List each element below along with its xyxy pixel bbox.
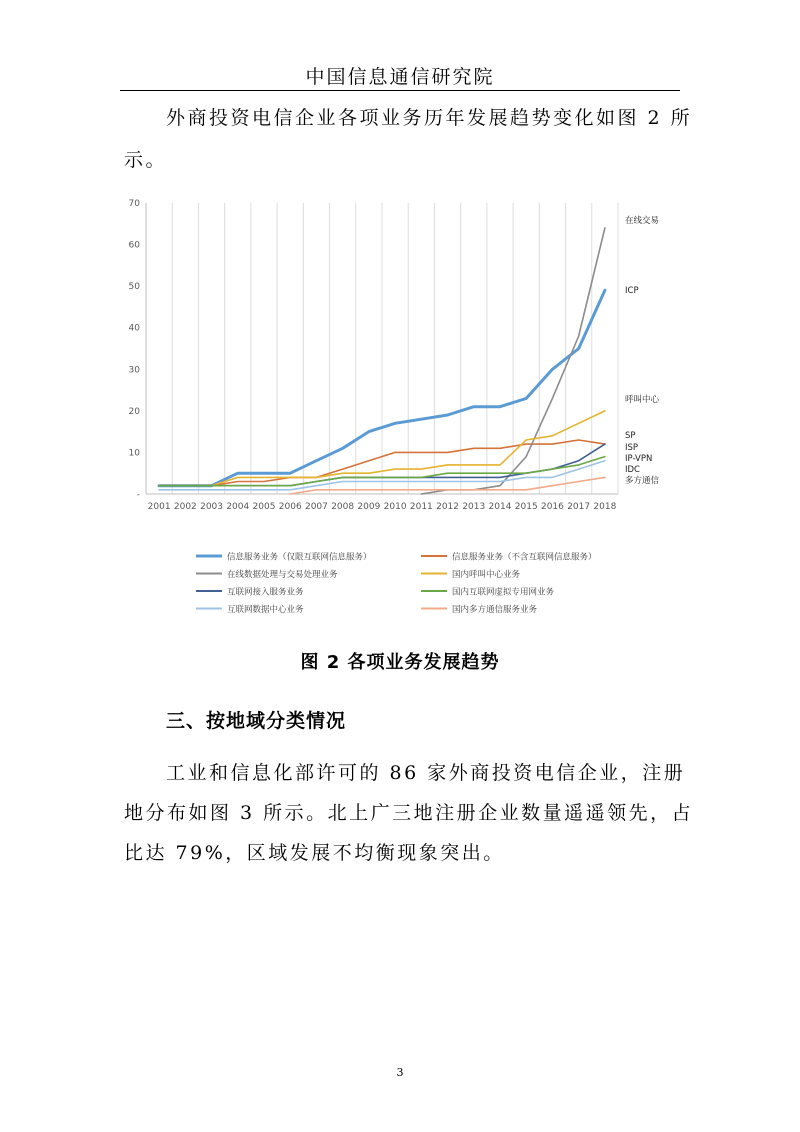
x-tick-label: 2005 (252, 502, 276, 512)
series-end-label: IDC (625, 465, 640, 475)
x-tick-label: 2009 (357, 502, 381, 512)
x-tick-label: 2012 (436, 502, 460, 512)
paragraph1-line1: 外商投资电信企业各项业务历年发展趋势变化如图 2 所 (166, 107, 693, 129)
series-line (290, 477, 605, 494)
y-tick-label: 30 (128, 365, 140, 376)
x-tick-label: 2006 (278, 502, 302, 512)
header-rule (120, 90, 680, 91)
x-tick-label: 2017 (567, 502, 591, 512)
x-tick-label: 2013 (462, 502, 486, 512)
y-tick-label: 20 (128, 406, 140, 417)
x-tick-label: 2015 (514, 502, 538, 512)
paragraph2-line1: 工业和信息化部许可的 86 家外商投资电信企业，注册 (166, 762, 686, 784)
x-tick-label: 2016 (540, 502, 564, 512)
series-end-label: 多方通信 (625, 476, 660, 486)
x-tick-label: 2010 (383, 502, 407, 512)
x-tick-label: 2003 (200, 502, 224, 512)
y-tick-label: 40 (128, 323, 140, 334)
legend-entry: 互联网接入服务业务 (227, 587, 304, 598)
legend-entry: 在线数据处理与交易处理业务 (227, 570, 338, 580)
page-number: 3 (396, 1066, 404, 1079)
x-tick-label: 2002 (173, 502, 197, 512)
series-end-label: ICP (625, 286, 639, 296)
page-header-title: 中国信息通信研究院 (305, 66, 495, 88)
y-tick-label: 70 (128, 199, 140, 209)
legend-entry: 国内互联网虚拟专用网业务 (452, 587, 555, 598)
x-tick-label: 2004 (226, 502, 250, 512)
y-tick-label: 50 (128, 282, 140, 293)
series-end-label: 在线交易 (625, 216, 660, 226)
figure-caption: 图 2 各项业务发展趋势 (300, 652, 500, 673)
legend-entry: 互联网数据中心业务 (227, 605, 304, 615)
y-tick-label: 10 (128, 448, 140, 459)
section-heading: 三、按地域分类情况 (166, 710, 347, 732)
legend-entry: 国内呼叫中心业务 (452, 570, 521, 580)
series-end-label: 呼叫中心 (625, 395, 660, 405)
legend-entry: 信息服务业务（不含互联网信息服务） (452, 552, 597, 563)
legend-entry: 国内多方通信服务业务 (452, 605, 538, 615)
x-tick-label: 2007 (304, 502, 328, 512)
x-tick-label: 2011 (409, 502, 433, 512)
x-tick-label: 2014 (488, 502, 512, 512)
trend-line-chart (110, 190, 690, 620)
x-tick-label: 2001 (147, 502, 171, 512)
series-end-label: SP (625, 431, 636, 441)
y-tick-label: 60 (128, 240, 140, 251)
y-tick-label: - (136, 490, 140, 500)
x-tick-label: 2008 (331, 502, 355, 512)
series-end-label: ISP (625, 443, 639, 453)
series-end-label: IP-VPN (625, 454, 653, 464)
paragraph2-line3: 比达 79%，区域发展不均衡现象突出。 (124, 842, 505, 864)
paragraph2-line2: 地分布如图 3 所示。北上广三地注册企业数量遥遥领先，占 (124, 802, 694, 824)
legend-entry: 信息服务业务（仅限互联网信息服务） (227, 552, 372, 563)
x-tick-label: 2018 (593, 502, 617, 512)
paragraph1-line2: 示。 (124, 149, 168, 171)
